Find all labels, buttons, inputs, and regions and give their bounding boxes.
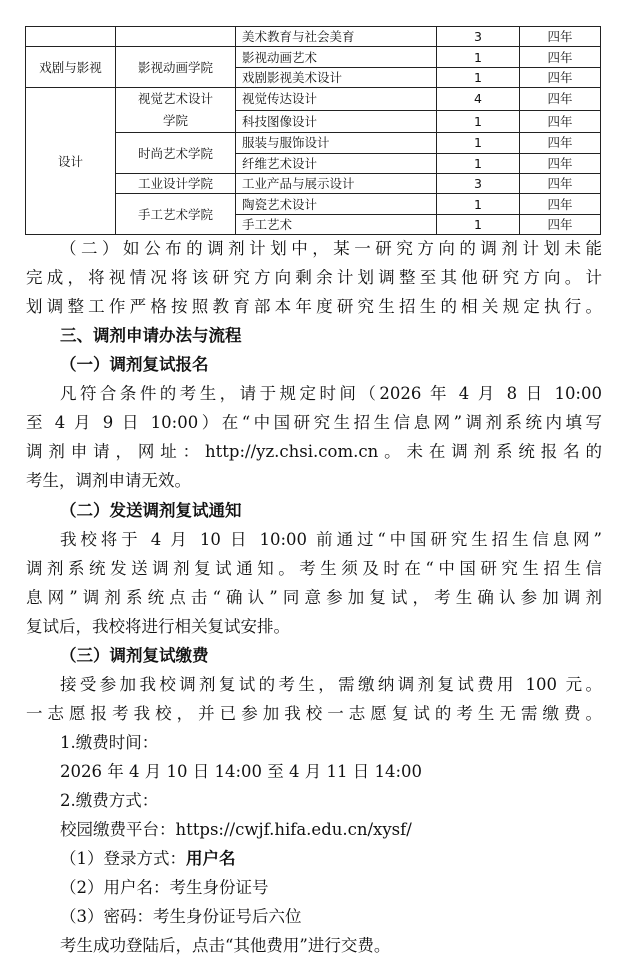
major-cell: 美术教育与社会美育 bbox=[236, 27, 437, 47]
paragraph-line: 息网”调剂系统点击“确认”同意参加复试，考生确认参加调剂 bbox=[26, 588, 602, 607]
final-instruction: 考生成功登陆后，点击“其他费用”进行交费。 bbox=[60, 936, 391, 955]
paragraph-line: 接受参加我校调剂复试的考生，需缴纳调剂复试费用 100 元。 bbox=[60, 675, 602, 694]
pay-method-label: 2.缴费方式： bbox=[60, 791, 159, 810]
major-cell: 影视动画艺术 bbox=[236, 47, 437, 67]
password-line: （3）密码：考生身份证号后六位 bbox=[60, 907, 302, 926]
major-cell: 工业产品与展示设计 bbox=[236, 173, 437, 193]
pay-time-label: 1.缴费时间： bbox=[60, 733, 159, 752]
count-cell: 1 bbox=[437, 67, 520, 87]
major-cell: 科技图像设计 bbox=[236, 110, 437, 133]
years-cell: 四年 bbox=[520, 67, 601, 87]
college-cell: 手工艺术学院 bbox=[116, 194, 236, 235]
paragraph-line: 划调整工作严格按照教育部本年度研究生招生的相关规定执行。 bbox=[26, 297, 602, 316]
pay-time: 2026 年 4 月 10 日 14:00 至 4 月 11 日 14:00 bbox=[60, 762, 423, 781]
years-cell: 四年 bbox=[520, 88, 601, 111]
paragraph-line: 完成，将视情况将该研究方向剩余计划调整至其他研究方向。计 bbox=[26, 268, 602, 287]
major-cell: 服装与服饰设计 bbox=[236, 133, 437, 153]
paragraph-line: 复试后，我校将进行相关复试安排。 bbox=[26, 617, 290, 636]
years-cell: 四年 bbox=[520, 27, 601, 47]
count-cell: 1 bbox=[437, 133, 520, 153]
major-cell: 视觉传达设计 bbox=[236, 88, 437, 111]
paragraph-line: 调剂系统发送调剂复试通知。考生须及时在“中国研究生招生信 bbox=[26, 559, 602, 578]
count-cell: 1 bbox=[437, 194, 520, 214]
years-cell: 四年 bbox=[520, 47, 601, 67]
count-cell: 4 bbox=[437, 88, 520, 111]
count-cell: 1 bbox=[437, 153, 520, 173]
count-cell: 3 bbox=[437, 173, 520, 193]
subsection-heading: （三）调剂复试缴费 bbox=[60, 646, 209, 665]
login-method bbox=[60, 844, 602, 874]
subsection-heading: （一）调剂复试报名 bbox=[60, 355, 209, 374]
years-cell: 四年 bbox=[520, 110, 601, 133]
table-row bbox=[26, 27, 601, 47]
paragraph-line: 考生，调剂申请无效。 bbox=[26, 471, 191, 490]
table-row bbox=[26, 88, 601, 111]
enrollment-table bbox=[25, 26, 601, 235]
discipline-cell: 戏剧与影视 bbox=[26, 47, 116, 88]
count-cell: 1 bbox=[437, 214, 520, 234]
paragraph-line: 调剂申请，网址：http://yz.chsi.com.cn。未在调剂系统报名的 bbox=[26, 442, 602, 461]
major-cell: 手工艺术 bbox=[236, 214, 437, 234]
major-cell: 陶瓷艺术设计 bbox=[236, 194, 437, 214]
years-cell: 四年 bbox=[520, 194, 601, 214]
college-cell: 工业设计学院 bbox=[116, 173, 236, 193]
major-cell: 纤维艺术设计 bbox=[236, 153, 437, 173]
subsection-heading: （二）发送调剂复试通知 bbox=[60, 501, 242, 520]
college-cell bbox=[116, 27, 236, 47]
college-cell: 时尚艺术学院 bbox=[116, 133, 236, 174]
years-cell: 四年 bbox=[520, 214, 601, 234]
years-cell: 四年 bbox=[520, 173, 601, 193]
count-cell: 1 bbox=[437, 47, 520, 67]
years-cell: 四年 bbox=[520, 153, 601, 173]
paragraph-line: 我校将于 4 月 10 日 10:00 前通过“中国研究生招生信息网” bbox=[60, 530, 602, 549]
discipline-cell bbox=[26, 27, 116, 47]
pay-platform: 校园缴费平台：https://cwjf.hifa.edu.cn/xysf/ bbox=[60, 820, 412, 839]
section-heading: 三、调剂申请办法与流程 bbox=[60, 326, 242, 345]
paragraph-line: （二）如公布的调剂计划中，某一研究方向的调剂计划未能 bbox=[60, 239, 602, 258]
count-cell: 1 bbox=[437, 110, 520, 133]
login-label: （1）登录方式： bbox=[60, 849, 186, 868]
login-value: 用户名 bbox=[186, 849, 236, 868]
table-row bbox=[26, 47, 601, 67]
discipline-cell: 设计 bbox=[26, 88, 116, 235]
college-cell: 视觉艺术设计学院 bbox=[116, 88, 236, 133]
college-cell: 影视动画学院 bbox=[116, 47, 236, 88]
years-cell: 四年 bbox=[520, 133, 601, 153]
major-cell: 戏剧影视美术设计 bbox=[236, 67, 437, 87]
username-line: （2）用户名：考生身份证号 bbox=[60, 878, 269, 897]
paragraph-line: 至 4 月 9 日 10:00）在“中国研究生招生信息网”调剂系统内填写 bbox=[26, 413, 602, 432]
paragraph-line: 一志愿报考我校，并已参加我校一志愿复试的考生无需缴费。 bbox=[26, 704, 602, 723]
paragraph-line: 凡符合条件的考生，请于规定时间（2026 年 4 月 8 日 10:00 bbox=[60, 384, 602, 403]
count-cell: 3 bbox=[437, 27, 520, 47]
